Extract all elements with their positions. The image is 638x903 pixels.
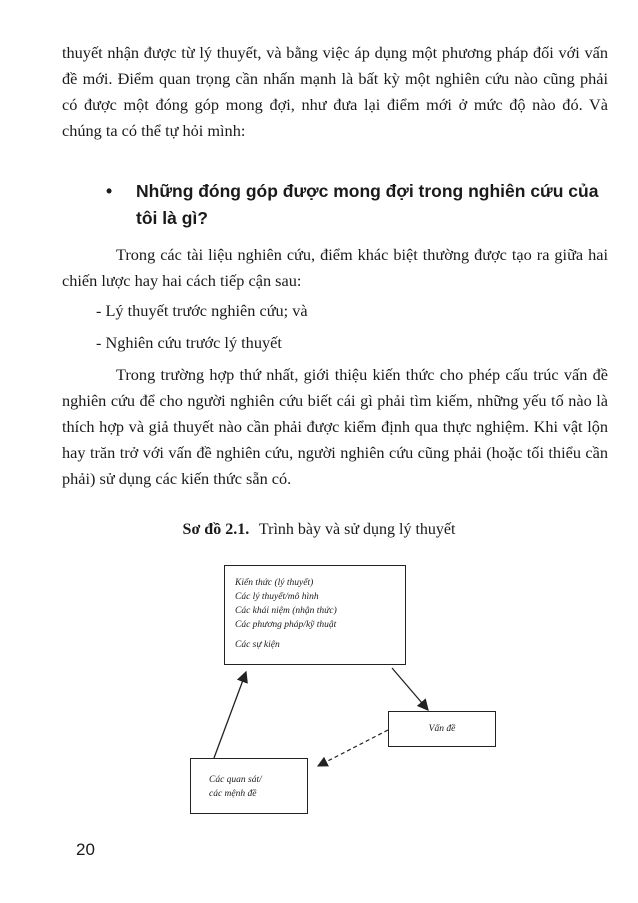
knowledge-line-1: Kiến thức (lý thuyết): [235, 578, 314, 588]
paragraph-1: thuyết nhận được từ lý thuyết, và bằng việc áp dụng một phương pháp đối với vấn đề mới. Điểm quan trọng cần nhấn mạnh là bất kỳ một nghiên cứu nào cũng phải có được một đóng góp mong đợi, như đưa lại điểm mới ở mức độ nào đó. Và chúng ta có thể tự hỏi mình:: [62, 43, 608, 140]
paragraph-3: Trong trường hợp thứ nhất, giới thiệu kiến thức cho phép cấu trúc vấn đề nghiên cứu để cho người nghiên cứu biết cái gì phải tìm kiếm, những yếu tố nào là thích hợp và giả thuyết nào cần phải được kiểm định qua thực nghiệm. Khi vật lộn hay trăn trở với vấn đề nghiên cứu, người nghiên cứu cũng phải (hoặc tối thiểu cần phải) sử dụng các kiến thức sẵn có.: [62, 365, 608, 488]
figure-caption-text: Trình bày và sử dụng lý thuyết: [258, 521, 456, 538]
observation-line-2: các mệnh đề: [209, 789, 257, 799]
knowledge-line-5: Các sự kiện: [235, 640, 280, 650]
knowledge-line-3: Các khái niệm (nhận thức): [235, 606, 337, 616]
observation-box: [190, 758, 308, 814]
problem-label: Vấn đề: [428, 724, 456, 734]
arrow-problem-to-observation: [318, 730, 388, 766]
problem-box: [388, 711, 496, 747]
bullet-dot: •: [106, 181, 113, 201]
bullet-question: [106, 178, 606, 232]
figure-caption-label: Sơ đồ 2.1.: [182, 521, 250, 538]
page-number: 20: [76, 840, 95, 859]
list-item-1: - Lý thuyết trước nghiên cứu; và: [96, 301, 308, 320]
bullet-text: Những đóng góp được mong đợi trong nghiên cứu của tôi là gì?: [136, 181, 599, 228]
page-body: [62, 40, 608, 144]
page-body-2: [62, 242, 608, 492]
knowledge-box: [224, 565, 406, 665]
observation-line-1: Các quan sát/: [209, 775, 262, 785]
arrow-knowledge-to-problem: [392, 668, 428, 710]
figure-caption: [0, 521, 638, 539]
paragraph-2: Trong các tài liệu nghiên cứu, điểm khác biệt thường được tạo ra giữa hai chiến lược hay hai cách tiếp cận sau:: [62, 245, 608, 290]
list-item-2: - Nghiên cứu trước lý thuyết: [96, 333, 282, 352]
knowledge-line-2: Các lý thuyết/mô hình: [235, 592, 319, 602]
knowledge-line-4: Các phương pháp/kỹ thuật: [235, 620, 337, 630]
arrow-observation-to-knowledge: [214, 672, 246, 758]
